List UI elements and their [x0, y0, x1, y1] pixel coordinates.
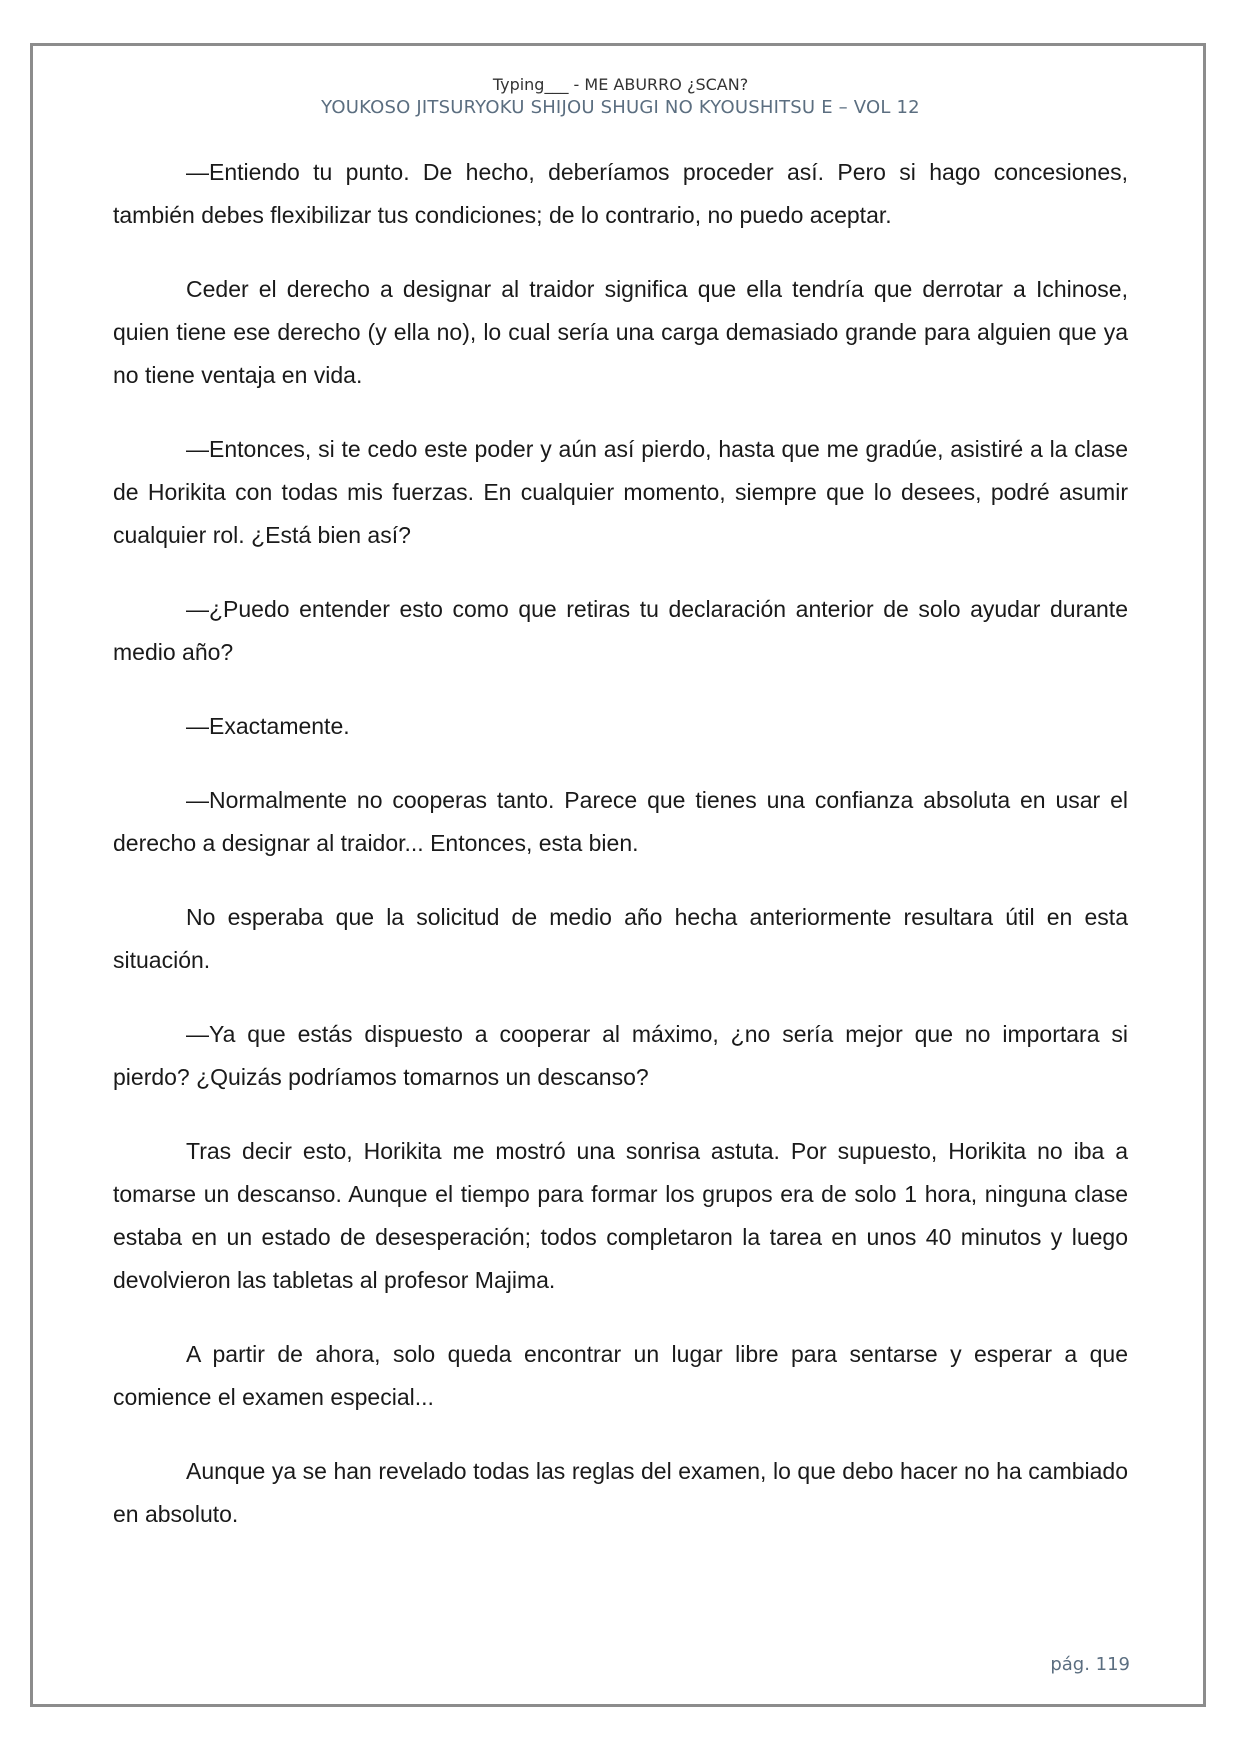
paragraph: —Entiendo tu punto. De hecho, deberíamos proceder así. Pero si hago concesiones, también debes flexibilizar tus condiciones; de lo contrario, no puedo aceptar.: [113, 159, 1128, 228]
paragraph: Ceder el derecho a designar al traidor significa que ella tendría que derrotar a Ichinose, quien tiene ese derecho (y ella no), lo cual sería una carga demasiado grande para alguien que ya no tiene ventaja en vida.: [113, 276, 1128, 388]
paragraph: —Normalmente no cooperas tanto. Parece que tienes una confianza absoluta en usar el derecho a designar al traidor... Entonces, esta bien.: [113, 787, 1128, 856]
paragraph: No esperaba que la solicitud de medio año hecha anteriormente resultara útil en esta situación.: [113, 904, 1128, 973]
paragraph: A partir de ahora, solo queda encontrar un lugar libre para sentarse y esperar a que comience el examen especial...: [113, 1341, 1128, 1410]
header-scanlation-credit: Typing___ - ME ABURRO ¿SCAN?: [492, 75, 749, 94]
page-number: pág. 119: [1050, 1654, 1130, 1675]
paragraph: Aunque ya se han revelado todas las reglas del examen, lo que debo hacer no ha cambiado en absoluto.: [113, 1458, 1128, 1527]
page-header: [0, 74, 1241, 120]
paragraph: —Entonces, si te cedo este poder y aún así pierdo, hasta que me gradúe, asistiré a la clase de Horikita con todas mis fuerzas. En cualquier momento, siempre que lo desees, podré asumir cualquier rol. ¿Está bien así?: [113, 436, 1128, 548]
page-body: [113, 151, 1128, 1567]
paragraph: —Ya que estás dispuesto a cooperar al máximo, ¿no sería mejor que no importara si pierdo? ¿Quizás podríamos tomarnos un descanso?: [113, 1021, 1128, 1090]
paragraph: —¿Puedo entender esto como que retiras tu declaración anterior de solo ayudar durante medio año?: [113, 596, 1128, 665]
paragraph: Tras decir esto, Horikita me mostró una sonrisa astuta. Por supuesto, Horikita no iba a tomarse un descanso. Aunque el tiempo para formar los grupos era de solo 1 hora, ninguna clase estaba en un estado de desesperación; todos completaron la tarea en unos 40 minutos y luego devolvieron las tabletas al profesor Majima.: [113, 1138, 1128, 1293]
paragraph: —Exactamente.: [186, 713, 350, 739]
header-book-title: YOUKOSO JITSURYOKU SHIJOU SHUGI NO KYOUSHITSU E – VOL 12: [321, 97, 920, 118]
